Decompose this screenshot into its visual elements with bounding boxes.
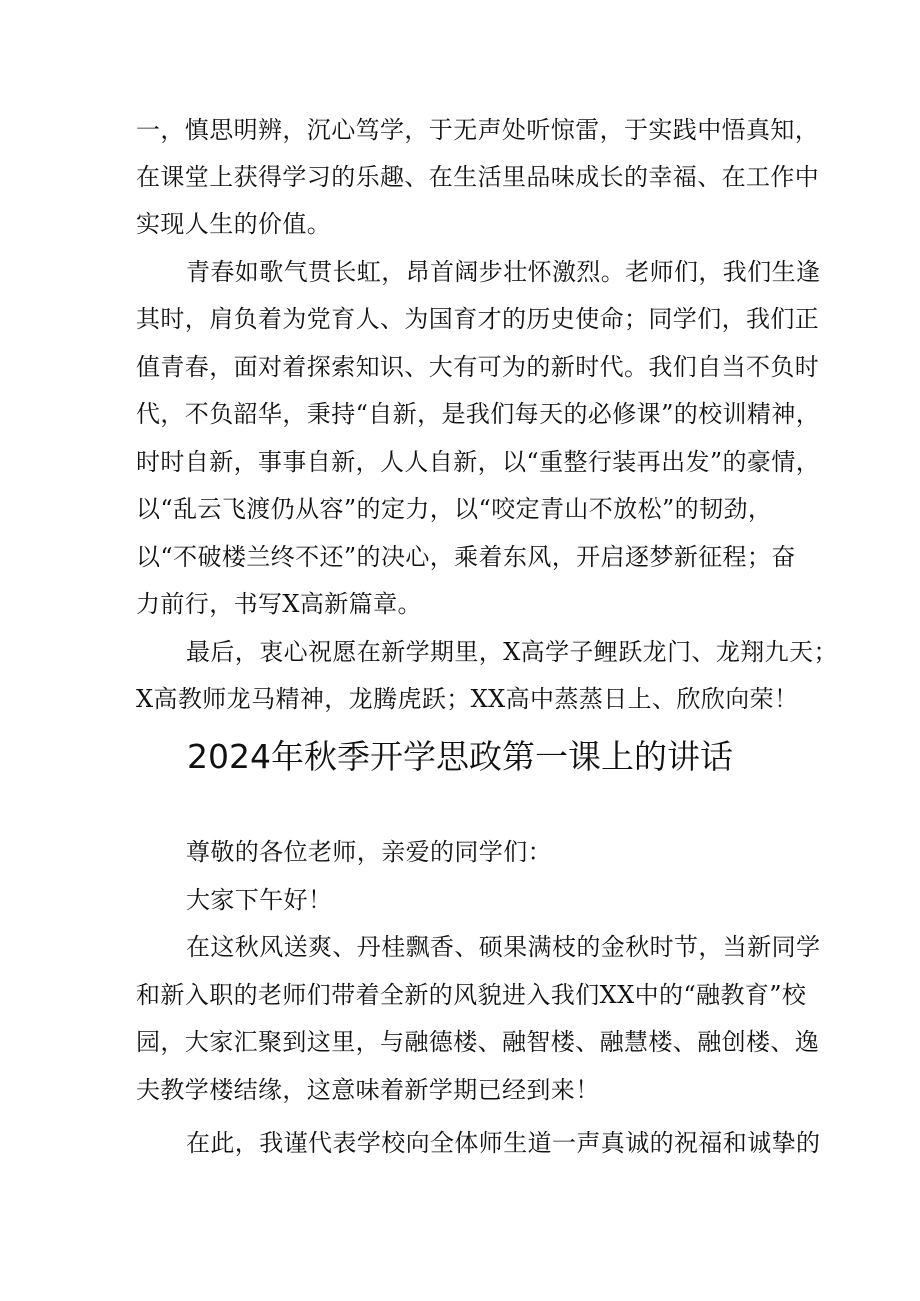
body-text-line: X高教师龙马精神，龙腾虎跃；XX高中蒸蒸日上、欣欣向荣！ bbox=[136, 685, 799, 713]
body-text-line: 青春如歌气贯长虹，昂首阔步壮怀激烈。老师们，我们生逢 bbox=[186, 258, 821, 286]
speech-title: 2024年秋季开学思政第一课上的讲话 bbox=[187, 737, 733, 776]
body-text-line: 夫教学楼结缘，这意味着新学期已经到来！ bbox=[136, 1076, 600, 1104]
body-text-line: 力前行，书写X高新篇章。 bbox=[136, 590, 422, 618]
body-text-line: 以“不破楼兰终不还”的决心，乘着东风，开启逐梦新征程；奋 bbox=[136, 543, 796, 571]
body-text-line: 其时，肩负着为党育人、为国育才的历史使命；同学们，我们正 bbox=[136, 305, 820, 333]
body-text-line: 代，不负韶华，秉持“自新，是我们每天的必修课”的校训精神， bbox=[136, 400, 821, 428]
body-text-line: 最后，衷心祝愿在新学期里，X高学子鲤跃龙门、龙翔九天； bbox=[186, 638, 838, 666]
body-text-line: 和新入职的老师们带着全新的风貌进入我们XX中的“融教育”校 bbox=[136, 981, 807, 1009]
body-text-line: 在这秋风送爽、丹桂飘香、硕果满枝的金秋时节，当新同学 bbox=[186, 933, 821, 961]
body-text-line: 以“乱云飞渡仍从容”的定力，以“咬定青山不放松”的韧劲， bbox=[136, 495, 773, 523]
body-text-line: 一，慎思明辨，沉心笃学，于无声处听惊雷，于实践中悟真知， bbox=[136, 116, 820, 144]
body-text-line: 实现人生的价值。 bbox=[136, 210, 332, 238]
salutation-line: 尊敬的各位老师，亲爱的同学们： bbox=[186, 838, 552, 866]
body-text-line: 在课堂上获得学习的乐趣、在生活里品味成长的幸福、在工作中 bbox=[136, 163, 820, 191]
body-text-line: 园，大家汇聚到这里，与融德楼、融智楼、融慧楼、融创楼、逸 bbox=[136, 1028, 820, 1056]
greeting-line: 大家下午好！ bbox=[186, 886, 333, 914]
body-text-line: 值青春，面对着探索知识、大有可为的新时代。我们自当不负时 bbox=[136, 353, 820, 381]
body-text-line: 在此，我谨代表学校向全体师生道一声真诚的祝福和诚挚的 bbox=[186, 1129, 821, 1157]
body-text-line: 时时自新，事事自新，人人自新，以“重整行装再出发”的豪情， bbox=[136, 448, 821, 476]
